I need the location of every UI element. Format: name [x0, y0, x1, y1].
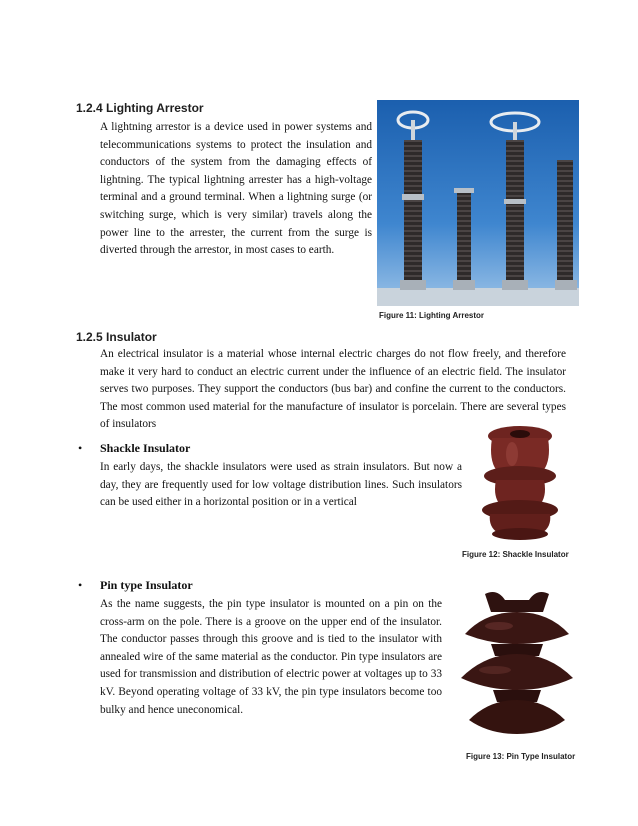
shackle-insulator-image: [470, 424, 570, 544]
figure-11-caption: Figure 11: Lighting Arrestor: [379, 311, 485, 320]
insulator-paragraph: An electrical insulator is a material whose internal electric charges do not flow freely, and therefore make it very hard to conduct an electric current under the influence of an electric field. The insulator serves two purposes. They support the conductors (bus bar) and confine the current to the conductors. The most common used material for the manufacture of insulator is porcelain. There are several types of insulators: [100, 348, 566, 431]
lightning-arrestor-image: [377, 100, 579, 306]
shackle-paragraph: In early days, the shackle insulators were used as strain insulators. But now a day, they are frequently used for low voltage distribution lines. Such insulators can be used either in a horizontal position or in a vertical: [100, 461, 462, 509]
arrestor-paragraph: A lightning arrestor is a device used in power systems and telecommunications systems to protect the insulation and conductors of the system from the damaging effects of lightning. The typical lightning arrester has a high-voltage terminal and a ground terminal. When a lightning surge (or switching surge, which is very similar) travels along the power line to the arrester, the current from the surge is diverted through the arrestor, in most cases to earth.: [100, 121, 372, 257]
pin-paragraph: As the name suggests, the pin type insulator is mounted on a pin on the cross-arm on the pole. There is a groove on the upper end of the insulator. The conductor passes through this groove and is tied to the insulator with annealed wire of the same material as the conductor. Pin type insulators are used for transmission and distribution of electric power at voltages up to 33 kV. Beyond operating voltage of 33 kV, the pin type insulators become too bulky and hence uneconomical.: [100, 598, 442, 716]
arrestor-figure: [377, 100, 579, 306]
shackle-bullet: •: [78, 441, 83, 455]
shackle-title: Shackle Insulator: [100, 441, 191, 455]
arrestor-heading: 1.2.4 Lighting Arrestor: [76, 101, 204, 115]
insulator-heading: 1.2.5 Insulator: [76, 330, 157, 344]
pin-bullet: •: [78, 578, 83, 592]
shackle-figure: [470, 424, 570, 544]
pin-figure: [455, 586, 579, 744]
figure-12-caption: Figure 12: Shackle Insulator: [462, 550, 569, 559]
pin-title: Pin type Insulator: [100, 578, 193, 592]
figure-13-caption: Figure 13: Pin Type Insulator: [466, 752, 576, 761]
pin-insulator-image: [455, 586, 579, 744]
